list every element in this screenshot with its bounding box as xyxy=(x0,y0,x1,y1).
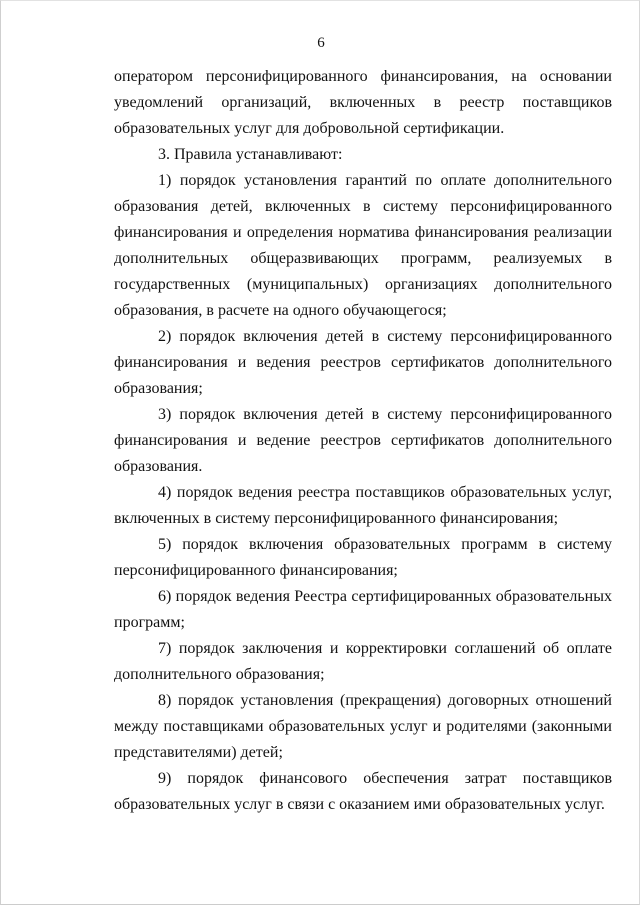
list-item-8: 8) порядок установления (прекращения) договорных отношений между поставщиками образовательных услуг и родителями (законными представителями) детей; xyxy=(114,692,612,761)
list-item-6: 6) порядок ведения Реестра сертифицированных образовательных программ; xyxy=(114,588,612,631)
list-item-4: 4) порядок ведения реестра поставщиков образовательных услуг, включенных в систему персонифицированного финансирования; xyxy=(114,484,612,527)
list-item-9: 9) порядок финансового обеспечения затрат поставщиков образовательных услуг в связи с оказанием ими образовательных услуг. xyxy=(114,770,612,813)
list-item-3: 3) порядок включения детей в систему персонифицированного финансирования и ведение реестров сертификатов дополнительного образования. xyxy=(114,406,612,475)
paragraph-rules-heading: 3. Правила устанавливают: xyxy=(158,146,343,163)
list-item-2: 2) порядок включения детей в систему персонифицированного финансирования и ведения реестров сертификатов дополнительного образования; xyxy=(114,328,612,397)
list-item-7: 7) порядок заключения и корректировки соглашений об оплате дополнительного образования; xyxy=(114,640,612,683)
page-number: 6 xyxy=(317,35,325,51)
paragraph-continuation: оператором персонифицированного финансирования, на основании уведомлений организаций, включенных в реестр поставщиков образовательных услуг для добровольной сертификации. xyxy=(114,68,612,137)
list-item-5: 5) порядок включения образовательных программ в систему персонифицированного финансирования; xyxy=(114,536,612,579)
list-item-1: 1) порядок установления гарантий по оплате дополнительного образования детей, включенных в систему персонифицированного финансирования и определения норматива финансирования реализации дополнительных общеразвивающих программ, реализуемых в государственных (муниципальных) организациях дополнительного образования, в расчете на одного обучающегося; xyxy=(114,172,612,319)
document-body xyxy=(114,64,612,818)
